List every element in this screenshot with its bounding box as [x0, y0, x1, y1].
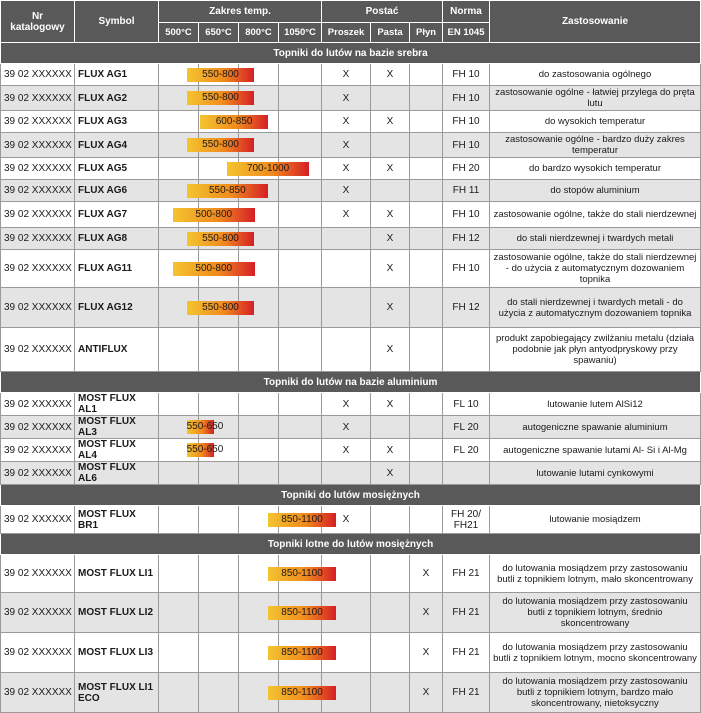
symbol: FLUX AG7 — [75, 202, 159, 228]
temp-cell — [159, 328, 199, 372]
table-row — [1, 506, 701, 534]
symbol: FLUX AG11 — [75, 250, 159, 288]
symbol: MOST FLUX AL1 — [75, 393, 159, 416]
table-row — [1, 439, 701, 462]
temp-cell — [279, 64, 322, 86]
symbol: MOST FLUX LI3 — [75, 633, 159, 673]
pasta-mark: X — [371, 288, 410, 328]
plyn-mark: X — [410, 633, 443, 673]
temp-cell — [159, 439, 224, 462]
temp-range-bar: 700-1000 — [227, 162, 309, 176]
plyn-mark — [410, 328, 443, 372]
temp-cell — [199, 673, 239, 713]
table-row — [1, 158, 701, 180]
plyn-mark — [410, 416, 443, 439]
application-text: autogeniczne spawanie lutami Al- Si i Al-Mg — [490, 439, 701, 462]
catalog-number: 39 02 XXXXXX — [1, 158, 75, 180]
proszek-mark — [322, 288, 371, 328]
application-text: autogeniczne spawanie aluminium — [490, 416, 701, 439]
temp-cell — [159, 158, 290, 180]
catalog-number: 39 02 XXXXXX — [1, 228, 75, 250]
section-header — [1, 43, 701, 64]
application-text: lutowanie lutami cynkowymi — [490, 462, 701, 485]
catalog-number: 39 02 XXXXXX — [1, 506, 75, 534]
catalog-number: 39 02 XXXXXX — [1, 64, 75, 86]
temp-cell — [199, 593, 239, 633]
plyn-mark — [410, 288, 443, 328]
header-postac: Postać — [322, 1, 443, 23]
pasta-mark — [371, 506, 410, 534]
temp-cell — [239, 462, 279, 485]
proszek-mark: X — [322, 111, 371, 133]
temp-range-bar: 550-800 — [187, 301, 255, 315]
catalog-number: 39 02 XXXXXX — [1, 462, 75, 485]
temp-cell — [279, 288, 322, 328]
catalog-number: 39 02 XXXXXX — [1, 328, 75, 372]
pasta-mark — [371, 593, 410, 633]
catalog-number: 39 02 XXXXXX — [1, 633, 75, 673]
proszek-mark: X — [322, 180, 371, 202]
table-row — [1, 133, 701, 158]
temp-range-bar: 850-1100 — [268, 606, 336, 620]
temp-cell — [239, 439, 279, 462]
temp-cell — [159, 180, 246, 202]
header-temp: 1050°C — [279, 23, 322, 43]
temp-cell — [239, 328, 279, 372]
temp-cell — [159, 393, 199, 416]
norma-value: FH 12 — [443, 288, 490, 328]
table-row — [1, 328, 701, 372]
table-row — [1, 462, 701, 485]
header-norma: Norma — [443, 1, 490, 23]
norma-value: FH 20 — [443, 158, 490, 180]
proszek-mark: X — [322, 64, 371, 86]
plyn-mark — [410, 228, 443, 250]
pasta-mark — [371, 133, 410, 158]
temp-cell — [199, 633, 239, 673]
temp-cell — [159, 593, 323, 633]
temp-cell — [159, 416, 224, 439]
plyn-mark — [410, 133, 443, 158]
temp-cell — [159, 462, 199, 485]
norma-value: FH 10 — [443, 86, 490, 111]
table-row — [1, 202, 701, 228]
header-temp: 650°C — [199, 23, 239, 43]
symbol: FLUX AG3 — [75, 111, 159, 133]
temp-cell — [279, 250, 322, 288]
norma-value: FH 12 — [443, 228, 490, 250]
table-body — [1, 43, 701, 713]
temp-cell — [199, 393, 239, 416]
symbol: FLUX AG12 — [75, 288, 159, 328]
temp-cell — [199, 328, 239, 372]
symbol: FLUX AG5 — [75, 158, 159, 180]
table-header — [1, 1, 701, 43]
temp-range-bar: 500-800 — [173, 208, 255, 222]
norma-value: FH 10 — [443, 250, 490, 288]
catalog-number: 39 02 XXXXXX — [1, 439, 75, 462]
proszek-mark — [322, 250, 371, 288]
table-row — [1, 250, 701, 288]
plyn-mark — [410, 180, 443, 202]
table-row — [1, 673, 701, 713]
header-plyn: Płyn — [410, 23, 443, 43]
norma-value: FL 20 — [443, 416, 490, 439]
catalog-number: 39 02 XXXXXX — [1, 202, 75, 228]
table-row — [1, 64, 701, 86]
temp-cell — [279, 180, 322, 202]
application-text: zastosowanie ogólne - łatwiej przylega do pręta lutu — [490, 86, 701, 111]
temp-range-bar: 550-800 — [187, 68, 255, 82]
pasta-mark — [371, 555, 410, 593]
table-row — [1, 416, 701, 439]
symbol: MOST FLUX BR1 — [75, 506, 159, 534]
temp-cell — [159, 228, 239, 250]
temp-cell — [159, 506, 323, 534]
temp-cell — [279, 328, 322, 372]
temp-cell — [159, 633, 323, 673]
application-text: do lutowania mosiądzem przy zastosowaniu butli z topnikiem lotnym, średnio skoncentrowany — [490, 593, 701, 633]
temp-range-bar: 550-800 — [187, 91, 255, 105]
symbol: MOST FLUX AL6 — [75, 462, 159, 485]
temp-cell — [279, 111, 322, 133]
symbol: FLUX AG2 — [75, 86, 159, 111]
header-symbol: Symbol — [75, 1, 159, 43]
symbol: ANTIFLUX — [75, 328, 159, 372]
temp-cell — [279, 393, 322, 416]
proszek-mark: X — [322, 202, 371, 228]
plyn-mark: X — [410, 555, 443, 593]
application-text: do lutowania mosiądzem przy zastosowaniu butli z topnikiem lotnym, mocno skoncentrowany — [490, 633, 701, 673]
proszek-mark: X — [322, 506, 371, 534]
norma-value: FH 21 — [443, 555, 490, 593]
norma-value — [443, 462, 490, 485]
section-header — [1, 372, 701, 393]
pasta-mark: X — [371, 439, 410, 462]
norma-value: FH 21 — [443, 673, 490, 713]
norma-value: FH 10 — [443, 202, 490, 228]
catalog-number: 39 02 XXXXXX — [1, 393, 75, 416]
temp-cell — [199, 555, 239, 593]
proszek-mark: X — [322, 133, 371, 158]
table-row — [1, 180, 701, 202]
section-title: Topniki lotne do lutów mosiężnych — [1, 534, 701, 555]
header-pasta: Pasta — [371, 23, 410, 43]
temp-cell — [279, 202, 322, 228]
temp-range-bar: 850-1100 — [268, 513, 336, 527]
catalog-number: 39 02 XXXXXX — [1, 133, 75, 158]
temp-cell — [279, 86, 322, 111]
temp-range-bar: 550-650 — [186, 421, 224, 432]
temp-cell — [199, 462, 239, 485]
plyn-mark — [410, 439, 443, 462]
proszek-mark: X — [322, 439, 371, 462]
table-row — [1, 86, 701, 111]
norma-value — [443, 328, 490, 372]
proszek-mark: X — [322, 416, 371, 439]
catalog-number: 39 02 XXXXXX — [1, 111, 75, 133]
catalog-number: 39 02 XXXXXX — [1, 250, 75, 288]
pasta-mark: X — [371, 202, 410, 228]
temp-cell — [159, 133, 239, 158]
application-text: do bardzo wysokich temperatur — [490, 158, 701, 180]
pasta-mark: X — [371, 250, 410, 288]
plyn-mark — [410, 158, 443, 180]
plyn-mark: X — [410, 593, 443, 633]
pasta-mark — [371, 86, 410, 111]
application-text: produkt zapobiegający zwilżaniu metalu (działa podobnie jak płyn antyodpryskowy przy spawaniu) — [490, 328, 701, 372]
section-header — [1, 485, 701, 506]
section-title: Topniki do lutów mosiężnych — [1, 485, 701, 506]
pasta-mark — [371, 673, 410, 713]
proszek-mark: X — [322, 393, 371, 416]
application-text: do zastosowania ogólnego — [490, 64, 701, 86]
pasta-mark: X — [371, 393, 410, 416]
norma-value: FH 10 — [443, 111, 490, 133]
temp-cell — [239, 393, 279, 416]
temp-cell — [159, 202, 233, 228]
norma-value: FH 10 — [443, 64, 490, 86]
catalog-number: 39 02 XXXXXX — [1, 593, 75, 633]
symbol: MOST FLUX LI1 ECO — [75, 673, 159, 713]
norma-value: FL 20 — [443, 439, 490, 462]
symbol: MOST FLUX AL4 — [75, 439, 159, 462]
table-row — [1, 111, 701, 133]
norma-value: FH 10 — [443, 133, 490, 158]
header-temp: 800°C — [239, 23, 279, 43]
table-row — [1, 393, 701, 416]
temp-cell — [279, 133, 322, 158]
temp-range-bar: 850-1100 — [268, 646, 336, 660]
norma-value: FL 10 — [443, 393, 490, 416]
symbol: FLUX AG6 — [75, 180, 159, 202]
temp-cell — [239, 416, 279, 439]
application-text: do wysokich temperatur — [490, 111, 701, 133]
symbol: FLUX AG4 — [75, 133, 159, 158]
temp-range-bar: 550-800 — [187, 232, 255, 246]
header-temp: 500°C — [159, 23, 199, 43]
application-text: zastosowanie ogólne, także do stali nierdzewnej - do użycia z automatycznym dozowaniem topnika — [490, 250, 701, 288]
temp-range-bar: 850-1100 — [268, 686, 336, 700]
plyn-mark — [410, 462, 443, 485]
catalog-number: 39 02 XXXXXX — [1, 416, 75, 439]
section-title: Topniki do lutów na bazie aluminium — [1, 372, 701, 393]
catalog-number: 39 02 XXXXXX — [1, 86, 75, 111]
pasta-mark: X — [371, 328, 410, 372]
plyn-mark: X — [410, 673, 443, 713]
norma-value: FH 21 — [443, 633, 490, 673]
application-text: zastosowanie ogólne, także do stali nierdzewnej — [490, 202, 701, 228]
plyn-mark — [410, 86, 443, 111]
temp-cell — [159, 86, 239, 111]
proszek-mark — [322, 328, 371, 372]
application-text: do stali nierdzewnej i twardych metali - do użycia z automatycznym dozowaniem topnika — [490, 288, 701, 328]
pasta-mark — [371, 633, 410, 673]
header-zastosowanie: Zastosowanie — [490, 1, 701, 43]
norma-value: FH 20/ FH21 — [443, 506, 490, 534]
application-text: do lutowania mosiądzem przy zastosowaniu butli z topnikiem lotnym, bardzo mało skoncentrowany, nietoksyczny — [490, 673, 701, 713]
temp-cell — [199, 506, 239, 534]
pasta-mark — [371, 416, 410, 439]
temp-range-bar: 850-1100 — [268, 567, 336, 581]
symbol: FLUX AG8 — [75, 228, 159, 250]
application-text: do lutowania mosiądzem przy zastosowaniu butli z topnikiem lotnym, mało skoncentrowany — [490, 555, 701, 593]
temp-cell — [159, 64, 239, 86]
table-row — [1, 593, 701, 633]
temp-cell — [159, 250, 233, 288]
proszek-mark — [322, 462, 371, 485]
section-header — [1, 534, 701, 555]
table-row — [1, 228, 701, 250]
application-text: do stopów aluminium — [490, 180, 701, 202]
plyn-mark — [410, 250, 443, 288]
plyn-mark — [410, 506, 443, 534]
header-norma-sub: EN 1045 — [443, 23, 490, 43]
catalog-number: 39 02 XXXXXX — [1, 673, 75, 713]
catalog-number: 39 02 XXXXXX — [1, 180, 75, 202]
temp-range-bar: 550-850 — [187, 184, 269, 198]
temp-range-bar: 550-650 — [186, 444, 224, 455]
temp-cell — [279, 228, 322, 250]
header-nr: Nr katalogowy — [1, 1, 75, 43]
pasta-mark — [371, 180, 410, 202]
application-text: zastosowanie ogólne - bardzo duży zakres temperatur — [490, 133, 701, 158]
plyn-mark — [410, 393, 443, 416]
temp-cell — [279, 462, 322, 485]
pasta-mark: X — [371, 64, 410, 86]
temp-range-bar: 600-850 — [200, 115, 268, 129]
pasta-mark: X — [371, 111, 410, 133]
plyn-mark — [410, 111, 443, 133]
section-title: Topniki do lutów na bazie srebra — [1, 43, 701, 64]
table-row — [1, 633, 701, 673]
symbol: MOST FLUX LI2 — [75, 593, 159, 633]
plyn-mark — [410, 64, 443, 86]
symbol: FLUX AG1 — [75, 64, 159, 86]
catalog-number: 39 02 XXXXXX — [1, 555, 75, 593]
temp-cell — [159, 555, 323, 593]
application-text: lutowanie mosiądzem — [490, 506, 701, 534]
temp-cell — [279, 416, 322, 439]
header-proszek: Proszek — [322, 23, 371, 43]
application-text: do stali nierdzewnej i twardych metali — [490, 228, 701, 250]
symbol: MOST FLUX LI1 — [75, 555, 159, 593]
norma-value: FH 11 — [443, 180, 490, 202]
symbol: MOST FLUX AL3 — [75, 416, 159, 439]
proszek-mark: X — [322, 86, 371, 111]
table-row — [1, 288, 701, 328]
norma-value: FH 21 — [443, 593, 490, 633]
proszek-mark: X — [322, 158, 371, 180]
temp-range-bar: 550-800 — [187, 138, 255, 152]
temp-range-bar: 500-800 — [173, 262, 255, 276]
plyn-mark — [410, 202, 443, 228]
temp-cell — [279, 439, 322, 462]
catalog-number: 39 02 XXXXXX — [1, 288, 75, 328]
table-row — [1, 555, 701, 593]
temp-cell — [159, 288, 239, 328]
pasta-mark: X — [371, 228, 410, 250]
header-zakres: Zakres temp. — [159, 1, 322, 23]
proszek-mark — [322, 228, 371, 250]
pasta-mark: X — [371, 462, 410, 485]
temp-cell — [159, 111, 253, 133]
temp-cell — [159, 673, 323, 713]
application-text: lutowanie lutem AlSi12 — [490, 393, 701, 416]
pasta-mark: X — [371, 158, 410, 180]
